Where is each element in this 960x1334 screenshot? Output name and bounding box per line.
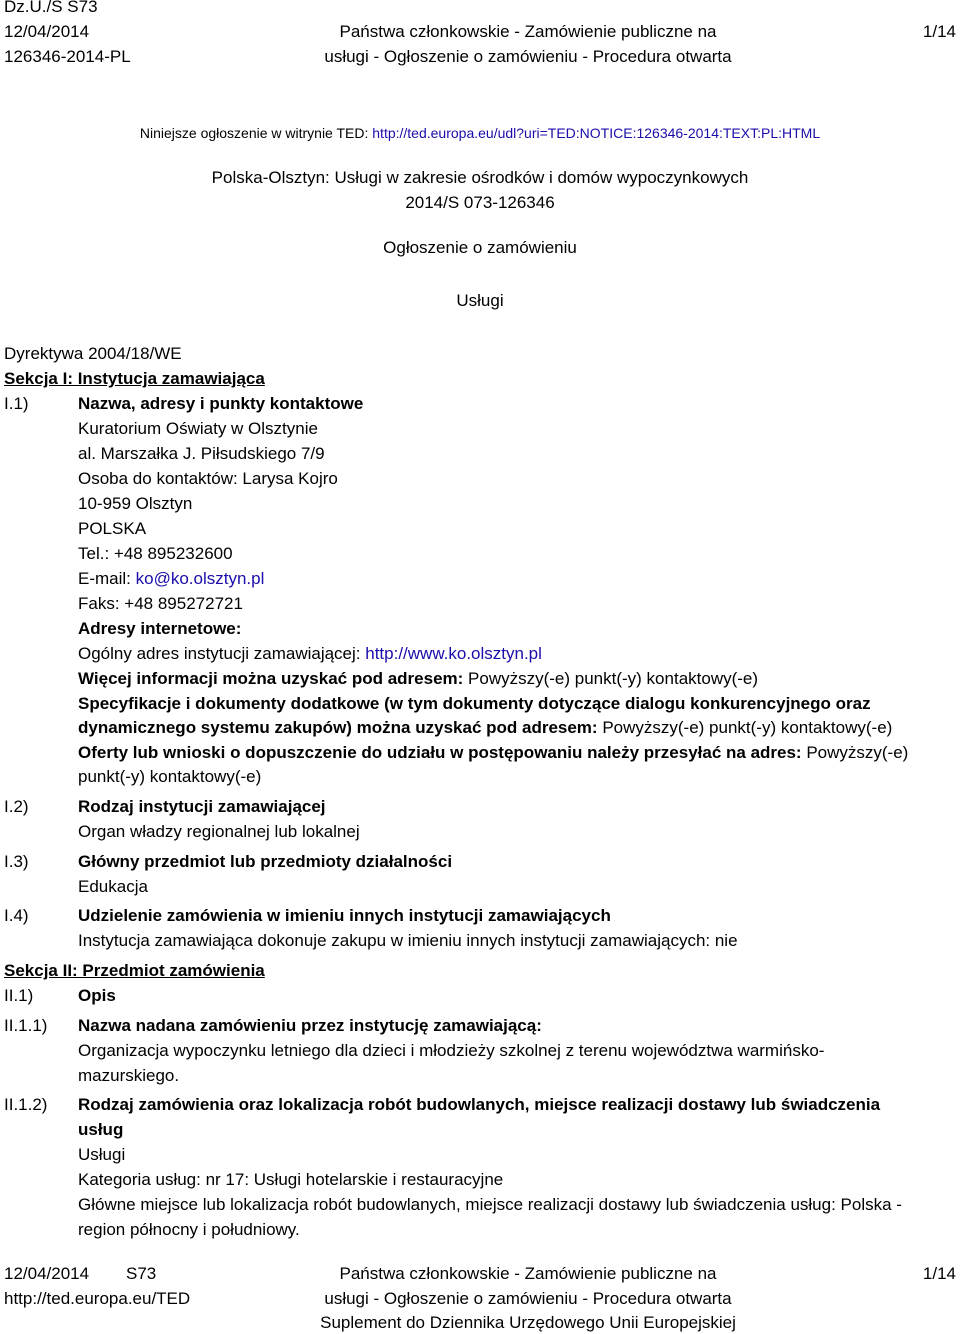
ii12-location-line1: Główne miejsce lub lokalizacja robót budowlanych, miejsce realizacji dostawy lub świadczenia usług: Polska - (78, 1195, 902, 1214)
more-info-row (78, 669, 758, 689)
directive: Dyrektywa 2004/18/WE (4, 344, 182, 363)
ii12-title-line2: usług (78, 1120, 124, 1139)
offers-row (78, 743, 908, 763)
i1-title: Nazwa, adresy i punkty kontaktowe (78, 394, 364, 413)
ii11-title: Nazwa nadana zamówieniu przez instytucję zamawiającą: (78, 1016, 542, 1035)
footer-title-line1: Państwa członkowskie - Zamówienie publiczne na (339, 1264, 717, 1283)
ii12-number: II.1.2) (4, 1095, 48, 1114)
org-email-row (78, 569, 264, 589)
spec-row (78, 718, 892, 738)
i4-value: Instytucja zamawiająca dokonuje zakupu w imieniu innych instytucji zamawiających: nie (78, 931, 738, 950)
offers-value-line1: Powyższy(-e) (806, 743, 909, 762)
ii1-title: Opis (78, 986, 116, 1005)
i4-number: I.4) (4, 906, 29, 925)
spec-value: Powyższy(-e) punkt(-y) kontaktowy(-e) (602, 718, 893, 737)
ted-notice (0, 123, 960, 143)
more-info-label: Więcej informacji można uzyskać pod adresem: (78, 669, 469, 688)
spec-label-line2: dynamicznego systemu zakupów) można uzyskać pod adresem: (78, 718, 603, 737)
org-city: 10-959 Olsztyn (78, 494, 193, 513)
notice-title: Polska-Olsztyn: Usługi w zakresie ośrodków i domów wypoczynkowych (211, 168, 749, 187)
header-page-number: 1/14 (922, 22, 956, 41)
footer-date: 12/04/2014 (4, 1264, 90, 1283)
footer-issue: S73 (126, 1264, 157, 1283)
i3-title: Główny przedmiot lub przedmioty działalności (78, 852, 453, 871)
general-address-link[interactable]: http://www.ko.olsztyn.pl (365, 644, 542, 663)
internet-label: Adresy internetowe: (78, 619, 242, 638)
org-country: POLSKA (78, 519, 147, 538)
more-info-value: Powyższy(-e) punkt(-y) kontaktowy(-e) (468, 669, 759, 688)
org-contact: Osoba do kontaktów: Larysa Kojro (78, 469, 338, 488)
section-1-heading: Sekcja I: Instytucja zamawiająca (4, 369, 265, 388)
ii12-category: Kategoria usług: nr 17: Usługi hotelarskie i restauracyjne (78, 1170, 504, 1189)
header-notice-number: 126346-2014-PL (4, 47, 131, 66)
i3-number: I.3) (4, 852, 29, 871)
email-label: E-mail: (78, 569, 136, 588)
ii12-title-line1: Rodzaj zamówienia oraz lokalizacja robót budowlanych, miejsce realizacji dostawy lub świadczenia (78, 1095, 881, 1114)
header-journal-ref: Dz.U./S S73 (4, 0, 98, 16)
footer-url[interactable]: http://ted.europa.eu/TED (4, 1289, 191, 1308)
ii1-number: II.1) (4, 986, 34, 1005)
org-street: al. Marszałka J. Piłsudskiego 7/9 (78, 444, 325, 463)
contract-type: Usługi (456, 291, 504, 310)
i3-value: Edukacja (78, 877, 148, 896)
ii11-value-line2: mazurskiego. (78, 1066, 180, 1085)
i2-title: Rodzaj instytucji zamawiającej (78, 797, 326, 816)
i4-title: Udzielenie zamówienia w imieniu innych instytucji zamawiających (78, 906, 611, 925)
org-fax: Faks: +48 895272721 (78, 594, 243, 613)
footer-page-number: 1/14 (922, 1264, 956, 1283)
ii12-type: Usługi (78, 1145, 126, 1164)
header-title-line1: Państwa członkowskie - Zamówienie publiczne na (339, 22, 717, 41)
footer-title-line3: Suplement do Dziennika Urzędowego Unii Europejskiej (320, 1313, 736, 1332)
org-tel: Tel.: +48 895232600 (78, 544, 233, 563)
notice-type: Ogłoszenie o zamówieniu (383, 238, 577, 257)
offers-label: Oferty lub wnioski o dopuszczenie do udziału w postępowaniu należy przesyłać na adres: (78, 743, 807, 762)
org-name: Kuratorium Oświaty w Olsztynie (78, 419, 318, 438)
i1-number: I.1) (4, 394, 29, 413)
notice-reference: 2014/S 073-126346 (405, 193, 555, 212)
footer-title-line2: usługi - Ogłoszenie o zamówieniu - Procedura otwarta (324, 1289, 732, 1308)
spec-label-line1: Specyfikacje i dokumenty dodatkowe (w tym dokumenty dotyczące dialogu konkurencyjnego oraz (78, 694, 871, 713)
header-date: 12/04/2014 (4, 22, 90, 41)
header-title-line2: usługi - Ogłoszenie o zamówieniu - Procedura otwarta (324, 47, 732, 66)
offers-value-line2: punkt(-y) kontaktowy(-e) (78, 767, 262, 786)
i2-number: I.2) (4, 797, 29, 816)
general-address-label: Ogólny adres instytucji zamawiającej: (78, 644, 366, 663)
ii11-value-line1: Organizacja wypoczynku letniego dla dzieci i młodzieży szkolnej z terenu województwa warmińsko- (78, 1041, 825, 1060)
ii12-location-line2: region północny i południowy. (78, 1220, 300, 1239)
ted-notice-link[interactable]: http://ted.europa.eu/udl?uri=TED:NOTICE:126346-2014:TEXT:PL:HTML (372, 125, 821, 141)
email-link[interactable]: ko@ko.olsztyn.pl (135, 569, 265, 588)
i2-value: Organ władzy regionalnej lub lokalnej (78, 822, 360, 841)
section-2-heading: Sekcja II: Przedmiot zamówienia (4, 961, 265, 980)
general-address-row (78, 644, 542, 664)
ted-notice-prefix: Niniejsze ogłoszenie w witrynie TED: (139, 125, 373, 141)
ii11-number: II.1.1) (4, 1016, 48, 1035)
